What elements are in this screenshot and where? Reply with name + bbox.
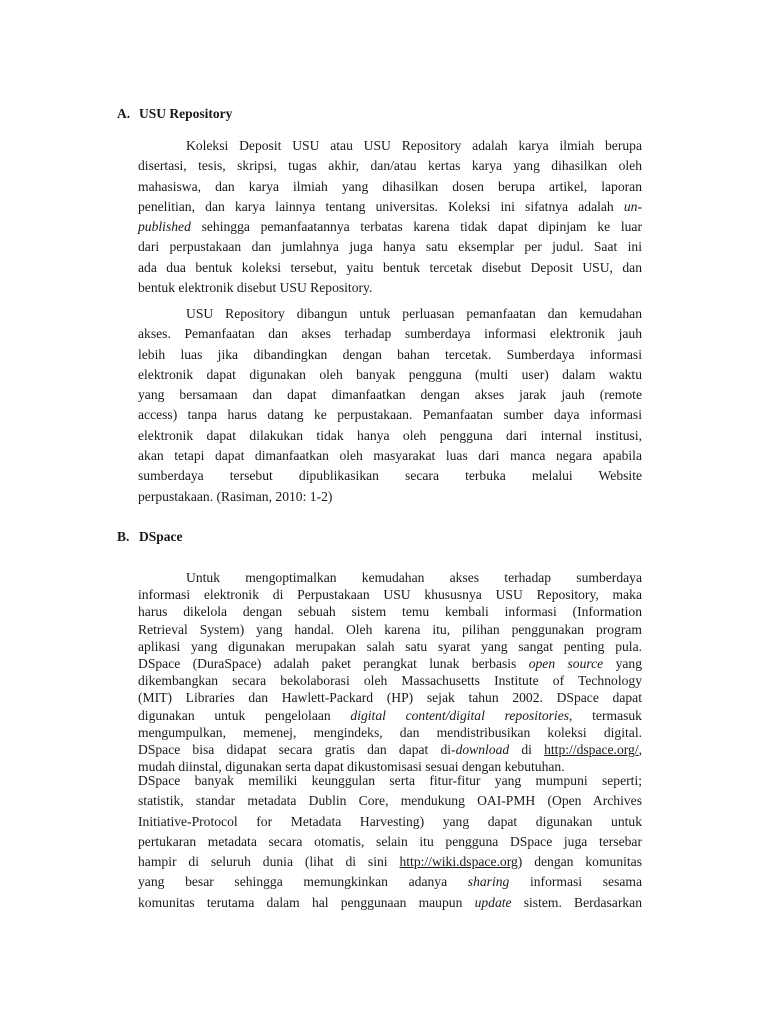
italic-term: digital content/digital repositories: [350, 707, 570, 723]
section-b-paragraph-2: [138, 771, 642, 913]
text-line: pertukaran metadata secara otomatis, selain itu pengguna DSpace juga tersebar: [138, 833, 642, 849]
text-line: [138, 893, 642, 913]
text-run: sistem. Berdasarkan: [511, 894, 642, 910]
text-line: harus dikelola dengan sebuah sistem temu kembali informasi (Information: [138, 604, 642, 620]
text-run: DSpace (DuraSpace) adalah paket perangkat lunak berbasis: [138, 656, 529, 672]
italic-term: open source: [528, 656, 604, 672]
text-run: informasi sesama: [509, 874, 642, 890]
text-line: [138, 852, 642, 872]
text-line: lebih luas jika dibandingkan dengan bahan tercetak. Sumberdaya informasi: [138, 346, 642, 362]
text-line: mahasiswa, dan karya ilmiah yang dihasilkan dosen berupa artikel, laporan: [138, 178, 642, 194]
text-line: mengumpulkan, memenej, mengindeks, dan mendistribusikan koleksi digital.: [138, 724, 642, 740]
text-line: DSpace banyak memiliki keunggulan serta fitur-fitur yang mumpuni seperti;: [138, 773, 642, 788]
section-a-paragraph-2: [138, 304, 642, 507]
italic-term: update: [474, 894, 512, 910]
text-run: penelitian, dan karya lainnya tentang universitas. Koleksi ini sifatnya adalah: [138, 198, 624, 214]
text-line: USU Repository dibangun untuk perluasan pemanfaatan dan kemudahan: [186, 306, 642, 321]
dspace-wiki-link[interactable]: http://wiki.dspace.org: [399, 854, 518, 870]
text-run: DSpace bisa didapat secara gratis dan dapat di-: [138, 742, 456, 758]
text-line: [138, 741, 642, 758]
text-line: bentuk elektronik disebut USU Repository.: [138, 280, 373, 296]
section-a-heading: [117, 104, 232, 124]
text-line: ada dua bentuk koleksi tersebut, yaitu bentuk tercetak disebut Deposit USU, dan: [138, 259, 642, 275]
section-a-title: USU Repository: [139, 106, 233, 121]
text-line: [138, 707, 642, 724]
text-line: Initiative-Protocol for Metadata Harvesting) yang dapat digunakan untuk: [138, 813, 642, 829]
text-line: Untuk mengoptimalkan kemudahan akses terhadap sumberdaya: [186, 570, 642, 585]
text-line: [138, 217, 642, 237]
text-line: perpustakaan. (Rasiman, 2010: 1-2): [138, 488, 333, 504]
text-line: aplikasi yang digunakan merupakan salah satu syarat yang sangat penting pula.: [138, 638, 642, 654]
text-line: [138, 872, 642, 892]
text-run: ,: [638, 742, 643, 758]
text-line: access) tanpa harus datang ke perpustakaan. Pemanfaatan sumber daya informasi: [138, 407, 642, 423]
text-run: ) dengan komunitas: [517, 854, 642, 870]
text-line: Koleksi Deposit USU atau USU Repository adalah karya ilmiah berupa: [186, 138, 642, 153]
text-line: [138, 655, 642, 672]
text-run: yang besar sehingga memungkinkan adanya: [138, 874, 468, 890]
section-b-heading: [117, 527, 183, 547]
text-run: sehingga pemanfaatannya terbatas karena tidak dapat dipinjam ke luar: [190, 219, 642, 235]
text-line: Retrieval System) yang handal. Oleh karena itu, pilihan penggunakan program: [138, 621, 642, 637]
text-line: disertasi, tesis, skripsi, tugas akhir, dan/atau kertas karya yang dihasilkan oleh: [138, 158, 642, 174]
section-b-paragraph-1: [138, 569, 642, 775]
text-line: sumberdaya tersebut dipublikasikan secara terbuka melalui Website: [138, 468, 642, 484]
text-run: yang: [603, 656, 643, 672]
section-a-letter: A.: [117, 106, 131, 121]
text-line: informasi elektronik di Perpustakaan USU khususnya USU Repository, maka: [138, 587, 642, 603]
italic-term: sharing: [467, 874, 510, 890]
text-line: mudah diinstal, digunakan serta dapat dikustomisasi sesuai dengan kebutuhan.: [138, 759, 565, 775]
text-line: akses. Pemanfaatan dan akses terhadap sumberdaya informasi elektronik jauh: [138, 326, 642, 342]
section-a-paragraph-1: [138, 136, 642, 298]
text-run: digunakan untuk pengelolaan: [138, 707, 351, 723]
text-line: dari perpustakaan dan jumlahnya juga hanya satu eksemplar per judul. Saat ini: [138, 239, 642, 255]
italic-term: published: [138, 219, 191, 235]
italic-term: un-: [623, 198, 642, 214]
text-line: akan tetapi dapat dimanfaatkan oleh masyarakat luas dari manca negara apabila: [138, 448, 642, 464]
text-line: statistik, standar metadata Dublin Core, mendukung OAI-PMH (Open Archives: [138, 793, 642, 809]
text-line: (MIT) Libraries dan Hawlett-Packard (HP) sejak tahun 2002. DSpace dapat: [138, 690, 642, 706]
section-b-letter: B.: [117, 529, 130, 544]
section-b-title: DSpace: [139, 529, 183, 544]
text-line: yang bersamaan dan dapat dimanfaatkan dengan akses jarak jauh (remote: [138, 387, 642, 403]
text-run: di: [509, 742, 545, 758]
text-run: hampir di seluruh dunia (lihat di sini: [138, 854, 400, 870]
text-line: elektronik dapat dilakukan tidak hanya oleh pengguna dari internal institusi,: [138, 427, 642, 443]
text-line: [138, 197, 642, 217]
text-run: , termasuk: [569, 707, 642, 723]
text-line: dikembangkan secara bekolaborasi oleh Massachusetts Institute of Technology: [138, 673, 642, 689]
text-run: komunitas terutama dalam hal penggunaan maupun: [138, 894, 475, 910]
italic-term: download: [455, 742, 510, 758]
text-line: elektronik dapat digunakan oleh banyak pengguna (multi user) dalam waktu: [138, 366, 642, 382]
dspace-link[interactable]: http://dspace.org/: [544, 742, 639, 758]
